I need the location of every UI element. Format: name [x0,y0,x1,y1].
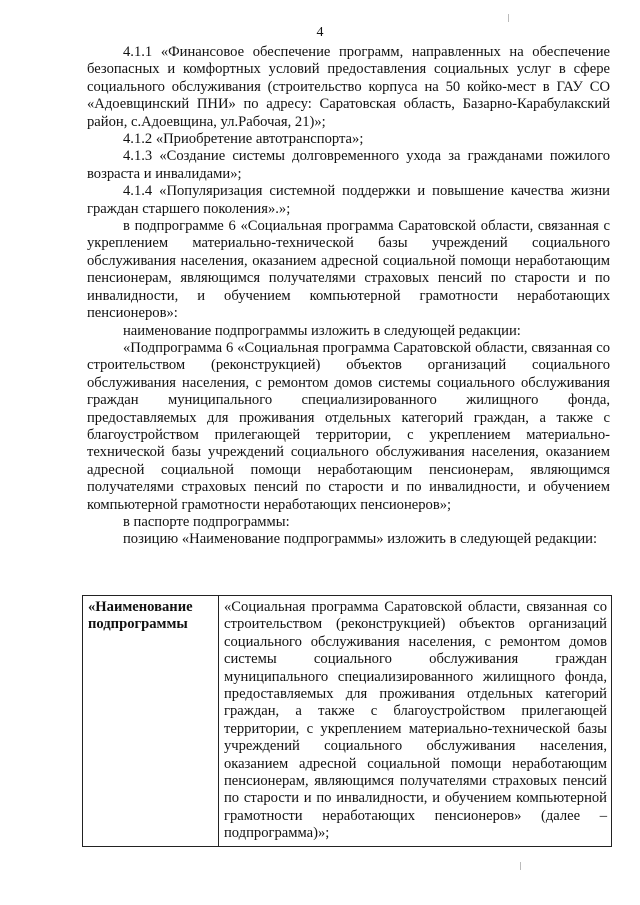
paragraph-subprogram-6: в подпрограмме 6 «Социальная программа Саратовской области, связанная с укреплением материально-технической базы учреждений социального обслуживания населения, оказанием адресной социальной помощи неработающим пенсионерам, являющимся получателями страховых пенсий по старости и по инвалидности, и обучением компьютерной грамотности неработающих пенсионеров»: [87,218,610,322]
passport-value-cell: «Социальная программа Саратовской области, связанная со строительством (реконструкцией) объектов организаций социального обслуживания населения, с ремонтом домов системы социального обслуживания граждан муниципального специализированного жилищного фонда, предоставляемых для проживания отдельных категорий граждан, а также с благоустройством прилегающей территории, с укреплением материально-технической базы учреждений социального обслуживания населения, оказанием адресной социальной помощи неработающим пенсионерам, являющимся получателями страховых пенсий по старости и по инвалидности, и обучением компьютерной грамотности неработающих пенсионеров» (далее – подпрограмма)»; [219,596,612,847]
paragraph-passport-intro: в паспорте подпрограммы: [123,513,290,530]
paragraph-4-1-4: 4.1.4 «Популяризация системной поддержки и повышение качества жизни граждан старшего поколения».»; [87,183,610,217]
passport-label-cell: «Наименование подпрограммы [83,596,219,847]
paragraph-4-1-1: 4.1.1 «Финансовое обеспечение программ, направленных на обеспечение безопасных и комфортных условий предоставления социальных услуг в сфере социального обслуживания (строительство корпуса на 50 койко-мест в ГАУ СО «Адоевщинский ПНИ» по адресу: Саратовская область, Базарно-Карабулакский район, с.Адоевщина, ул.Рабочая, 21)»; [87,44,610,130]
paragraph-position-instruction: позицию «Наименование подпрограммы» изложить в следующей редакции: [123,531,598,548]
table-row [83,596,612,847]
paragraph-4-1-3: 4.1.3 «Создание системы долговременного ухода за гражданами пожилого возраста и инвалидами»; [87,148,610,182]
passport-table [82,595,612,847]
scan-mark [508,14,509,22]
page-number: 4 [316,25,324,40]
paragraph-new-subprogram-name: «Подпрограмма 6 «Социальная программа Саратовской области, связанная со строительством (реконструкцией) объектов организаций социального обслуживания населения, с ремонтом домов системы социального обслуживания граждан муниципального специализированного жилищного фонда, предоставляемых для проживания отдельных категорий граждан, а также с благоустройством прилегающей территории, с укреплением материально-технической базы учреждений социального обслуживания населения, оказанием адресной социальной помощи неработающим пенсионерам, являющимся получателями страховых пенсий по старости и по инвалидности, и обучением компьютерной грамотности неработающих пенсионеров»; [87,339,610,513]
paragraph-naming-instruction: наименование подпрограммы изложить в следующей редакции: [123,322,521,339]
scan-mark [520,862,521,870]
paragraph-4-1-2: 4.1.2 «Приобретение автотранспорта»; [123,131,364,148]
document-body [87,44,610,549]
